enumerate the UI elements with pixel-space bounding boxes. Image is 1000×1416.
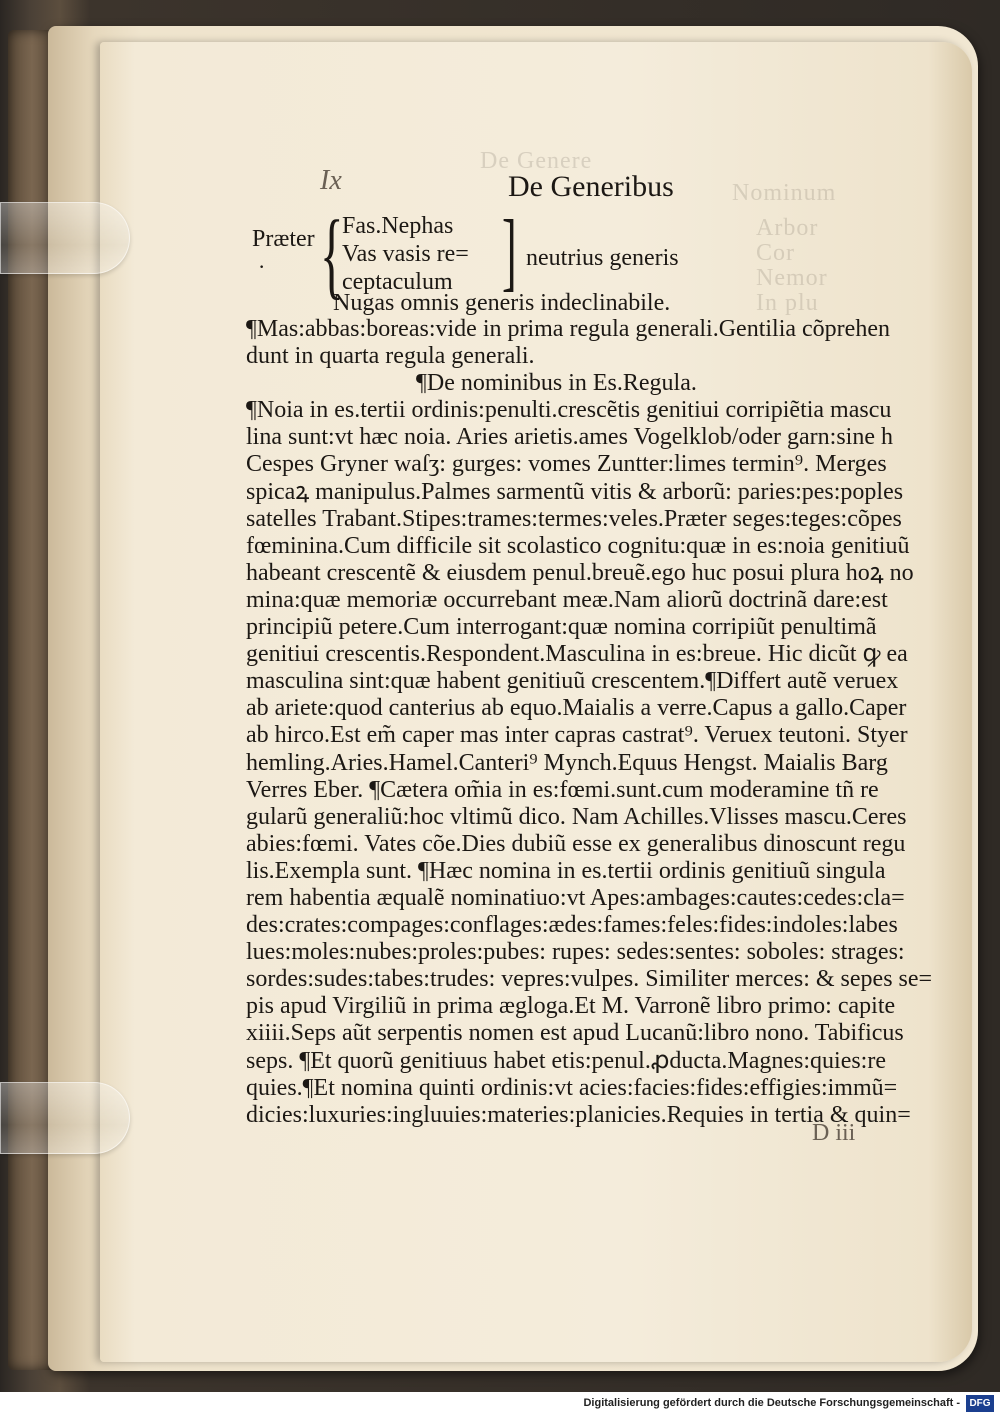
credit-footer [0, 1392, 1000, 1416]
bleed-through-text: De Genere [480, 148, 593, 174]
text-line: Verres Eber. ¶Cætera om̃ia in es:fœmi.sunt.cum moderamine tñ re [246, 776, 879, 803]
text-line: des:crates:compages:conflages:ædes:fames:feles:fides:indoles:labes [246, 912, 898, 939]
text-line: habeant crescentẽ & eiusdem penul.breuẽ.ego huc posui plura hoꝝ no [246, 559, 914, 586]
brace-item: ceptaculum [342, 269, 453, 295]
brace-lead-word: Præter [252, 226, 315, 252]
text-line: masculina sint:quæ habent genitiuũ crescentem.¶Differt autẽ veruex [246, 668, 899, 695]
bleed-through-text: Cor [756, 240, 795, 266]
text-line: quies.¶Et nomina quinti ordinis:vt acies:facies:fides:effigies:immũ= [246, 1074, 898, 1101]
text-line: gularũ generaliũ:hoc vltimũ dico. Nam Achilles.Vlisses mascu.Ceres [246, 803, 907, 830]
text-line: spicaꝝ manipulus.Palmes sarmentũ vitis & arborũ: paries:pes:poples [246, 478, 904, 505]
text-line: lis.Exempla sunt. ¶Hæc nomina in es.tertii ordinis genitiuũ singula [246, 857, 886, 884]
brace-items [342, 212, 469, 296]
bleed-through-text: Nemor [756, 265, 828, 291]
text-line: fœminina.Cum difficile sit scolastico cognitu:quæ in es:noia genitiuũ [246, 532, 910, 559]
text-line: xiiii.Seps aũt serpentis nomen est apud Lucanũ:libro nono. Tabificus [246, 1020, 904, 1047]
text-line: seps. ¶Et quorũ genitiuus habet etis:penul.ꝓducta.Magnes:quies:re [246, 1047, 886, 1074]
text-line: principiũ petere.Cum interrogant:quæ nomina corripiũt penultimã [246, 614, 877, 641]
text-line: Cespes Gryner waſʒ: gurges: vomes Zuntter:limes termin⁹. Merges [246, 451, 887, 478]
body-text [246, 316, 934, 1129]
text-line: lina sunt:vt hæc noia. Aries arietis.ames Vogelklob/oder garn:sine h [246, 424, 894, 451]
right-brace: ] [502, 203, 517, 300]
text-line: pis apud Virgiliũ in prima ægloga.Et M. Varronẽ libro primo: capite [246, 993, 896, 1020]
page-clip-top [0, 202, 130, 274]
left-brace: { [320, 201, 344, 309]
text-line: dicies:luxuries:ingluuies:materies:planicies.Requies in tertia & quin= [246, 1101, 911, 1128]
text-line: ab hirco.Est em̃ caper mas inter capras castrat⁹. Veruex teutoni. Styer [246, 722, 908, 749]
text-line: lues:moles:nubes:proles:pubes: rupes: sedes:sentes: soboles: strages: [246, 939, 905, 966]
folio-number: Ix [320, 165, 342, 196]
text-line: sordes:sudes:tabes:trudes: vepres:vulpes. Similiter merces: & sepes se= [246, 966, 933, 993]
text-line: rem habentia æqualẽ nominatiuo:vt Apes:ambages:cautes:cedes:cla= [246, 884, 905, 911]
text-line: genitiui crescentis.Respondent.Masculina in es:breue. Hic dicũt ꝙ ea [246, 641, 908, 668]
brace-result: neutrius generis [526, 245, 679, 271]
nugas-line: Nugas omnis generis indeclinabile. [333, 290, 671, 316]
brace-item: Vas vasis re= [342, 241, 469, 267]
dfg-logo: DFG [966, 1395, 994, 1412]
funding-credit: Digitalisierung gefördert durch die Deutsche Forschungsgemeinschaft - [583, 1397, 960, 1409]
text-line: abies:fœmi. Vates cõe.Dies dubiũ esse ex generalibus dinoscunt regu [246, 830, 906, 857]
text-line: ¶Mas:abbas:boreas:vide in prima regula generali.Gentilia cõprehen [246, 316, 890, 342]
bleed-through-text: Nominum [732, 180, 837, 206]
text-line: satelles Trabant.Stipes:trames:termes:veles.Præter seges:teges:cõpes [246, 505, 902, 532]
text-line: dunt in quarta regula generali. [246, 343, 535, 370]
decorative-dot: · [258, 254, 266, 279]
text-line: mina:quæ memoriæ occurrebant meæ.Nam aliorũ doctrinã dare:est [246, 586, 888, 613]
text-line: ab ariete:quod canterius ab equo.Maialis a verre.Capus a gallo.Caper [246, 695, 907, 722]
signature-mark: D iii [812, 1120, 856, 1146]
bleed-through-text: Arbor [756, 215, 819, 241]
running-head: De Generibus [508, 170, 674, 203]
text-line: ¶Noia in es.tertii ordinis:penulti.crescẽtis genitiui corripiẽtia mascu [246, 397, 892, 424]
brace-item: Fas.Nephas [342, 213, 454, 239]
bleed-through-text: In plu [756, 290, 819, 316]
page-clip-bottom [0, 1082, 130, 1154]
section-heading: ¶De nominibus in Es.Regula. [416, 370, 697, 397]
text-line: hemling.Aries.Hamel.Canteri⁹ Mynch.Equus Hengst. Maialis Barg [246, 749, 888, 776]
